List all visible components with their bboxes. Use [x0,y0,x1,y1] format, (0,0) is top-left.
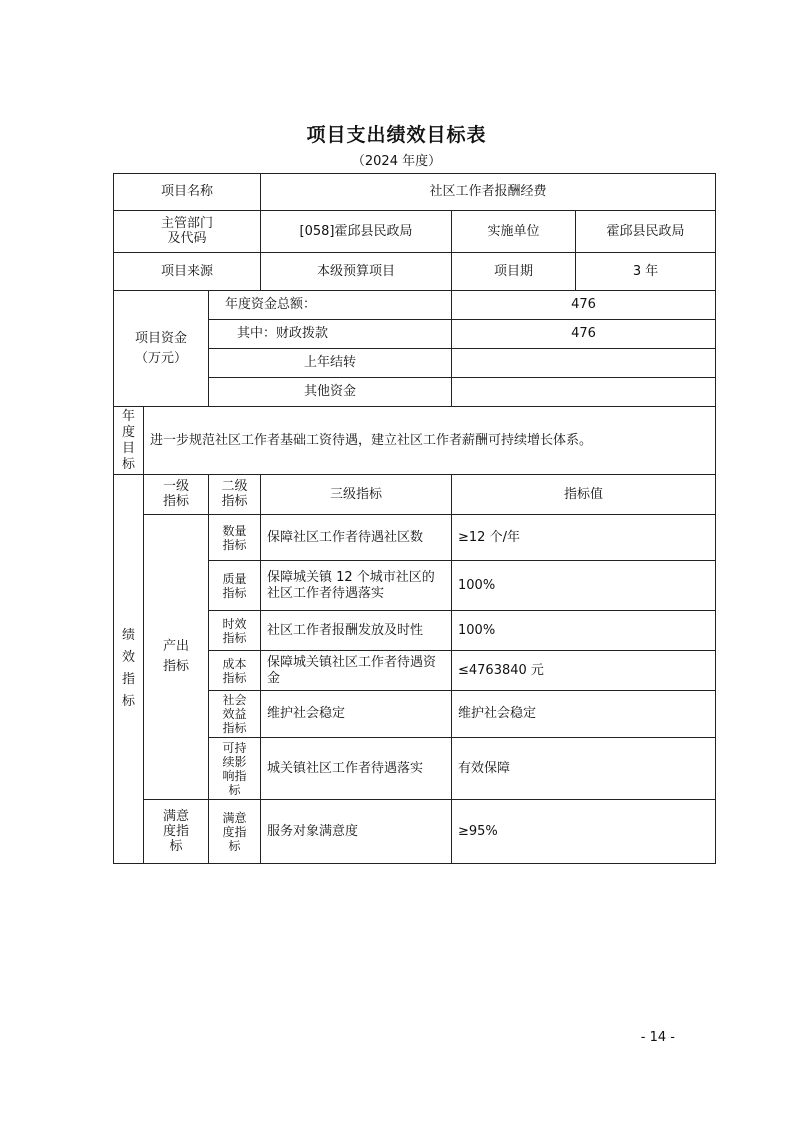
row-indicator-header [114,475,716,515]
value-cell: 维护社会稳定 [452,691,716,738]
level2-cell: 成本指标 [222,656,247,685]
value-cell: ≥95% [452,800,716,864]
funds-total-value: 476 [452,291,716,320]
level2-cell: 数量指标 [222,523,247,552]
level2-cell: 质量指标 [222,571,247,600]
funds-carryover-value [452,349,716,378]
funds-other-value [452,378,716,407]
value-cell: 100% [452,561,716,611]
level3-cell: 保障城关镇社区工作者待遇资金 [261,651,452,691]
funds-fiscal-label: 其中：财政拨款 [209,320,452,349]
value-cell: 有效保障 [452,738,716,800]
level2-cell: 社会效益指标 [222,693,247,735]
project-funds-label: 项目资金（万元） [134,330,187,366]
department-label: 主管部门及代码 [160,216,213,246]
table-row [114,800,716,864]
funds-total-label: 年度资金总额： [209,291,452,320]
header-level2: 二级指标 [221,479,248,509]
annual-goal-label: 年度目标 [121,408,135,472]
level3-cell: 城关镇社区工作者待遇落实 [261,738,452,800]
level3-cell: 维护社会稳定 [261,691,452,738]
row-funds-total [114,291,716,320]
level3-cell: 服务对象满意度 [261,800,452,864]
table-row [114,515,716,561]
row-annual-goal [114,407,716,475]
row-department [114,211,716,253]
funds-carryover-label: 上年结转 [209,349,452,378]
row-project-name [114,174,716,211]
performance-goal-table [113,173,716,864]
header-level3: 三级指标 [261,475,452,515]
performance-indicators-label: 绩效指标 [121,628,135,709]
project-name-label: 项目名称 [114,174,261,211]
satisfaction-indicators-label: 满意度指标 [162,808,189,854]
funds-other-label: 其他资金 [209,378,452,407]
header-value: 指标值 [452,475,716,515]
level3-cell: 保障城关镇 12 个城市社区的社区工作者待遇落实 [261,561,452,611]
level3-cell: 保障社区工作者待遇社区数 [261,515,452,561]
project-name-value: 社区工作者报酬经费 [261,174,716,211]
level2-cell: 满意度指标 [222,810,247,853]
row-source [114,253,716,291]
project-period-label: 项目期 [452,253,576,291]
value-cell: ≤4763840 元 [452,651,716,691]
project-source-value: 本级预算项目 [261,253,452,291]
level2-cell: 可持续影响指标 [222,740,247,797]
value-cell: 100% [452,611,716,651]
year-subtitle: （2024 年度） [351,154,442,169]
value-cell: ≥12 个/年 [452,515,716,561]
page-title: 项目支出绩效目标表 [306,124,487,146]
implementing-unit-label: 实施单位 [452,211,576,253]
page-number: - 14 - [640,1030,675,1045]
output-indicators-label: 产出指标 [162,639,189,674]
level2-cell: 时效指标 [222,616,247,645]
project-period-value: 3 年 [576,253,716,291]
department-value: [058]霍邱县民政局 [261,211,452,253]
level3-cell: 社区工作者报酬发放及时性 [261,611,452,651]
annual-goal-text: 进一步规范社区工作者基础工资待遇，建立社区工作者薪酬可持续增长体系。 [144,407,716,475]
project-source-label: 项目来源 [114,253,261,291]
implementing-unit-value: 霍邱县民政局 [576,211,716,253]
funds-fiscal-value: 476 [452,320,716,349]
header-level1: 一级指标 [162,479,189,509]
